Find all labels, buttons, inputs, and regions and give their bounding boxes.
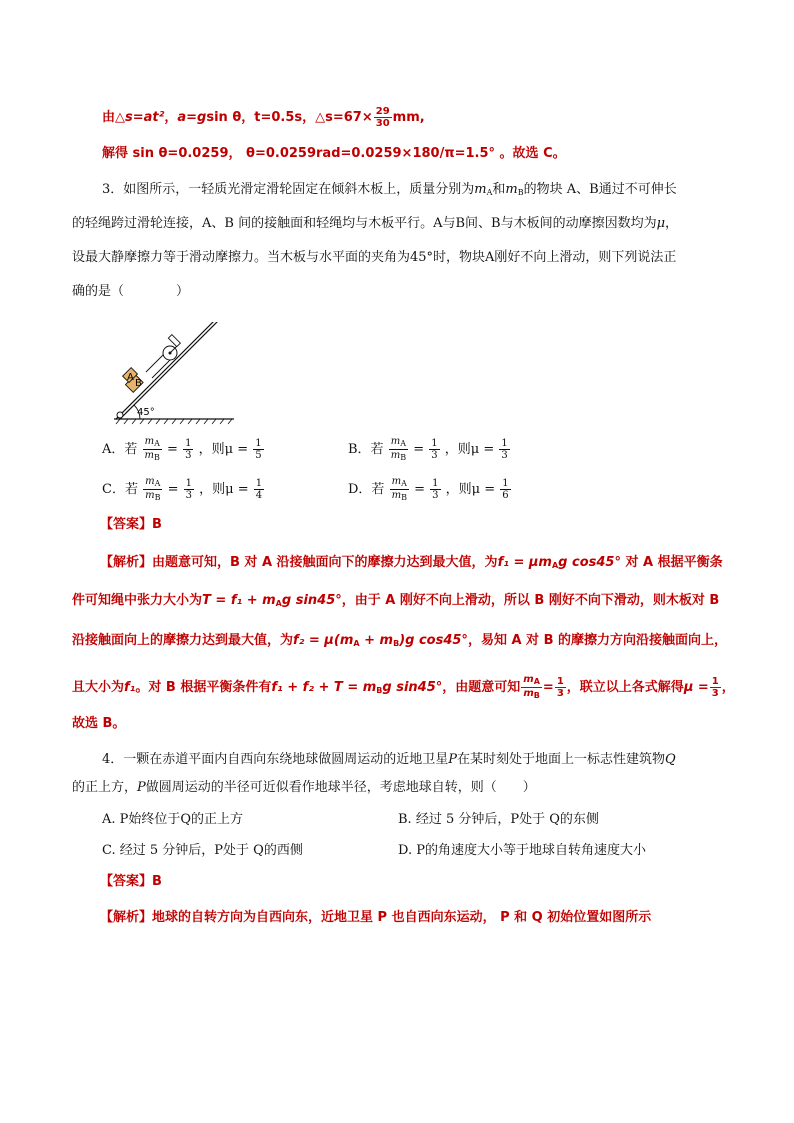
text: 和: [492, 182, 506, 197]
var: μ: [656, 216, 666, 231]
mu-value: [500, 478, 510, 501]
then: ，则μ =: [198, 442, 249, 457]
text: ，: [721, 680, 735, 695]
prev-solution-line1: [102, 106, 425, 129]
den: 3: [185, 450, 192, 461]
text: a=g: [177, 110, 207, 125]
sub: B: [400, 453, 407, 462]
text: 。对 B 根据平衡条件有: [135, 680, 272, 695]
sub: B: [533, 691, 540, 700]
text: 由△: [102, 110, 125, 125]
q3-analysis-line1: [100, 553, 723, 576]
q4-option-d[interactable]: D. P的角速度大小等于地球自转角速度大小: [398, 843, 646, 858]
den: 3: [711, 688, 719, 699]
den: 3: [431, 450, 438, 461]
num: 1: [185, 438, 192, 449]
pulley-mount: [168, 335, 180, 347]
sub: B: [154, 493, 161, 502]
q3-option-a[interactable]: [102, 436, 265, 463]
m: m: [523, 674, 534, 685]
den: 3: [501, 450, 508, 461]
var: m: [474, 182, 487, 197]
mass-ratio: [390, 476, 409, 503]
eq: + m: [359, 633, 394, 648]
eq: g sin45°: [382, 680, 443, 695]
sub: A: [486, 188, 493, 197]
var: Q: [665, 752, 676, 767]
q3-analysis-line2: [72, 591, 719, 614]
q3-stem-line2: [72, 214, 678, 234]
eq: =: [414, 482, 425, 497]
num: 1: [431, 438, 438, 449]
q3-analysis-line3: [72, 631, 727, 654]
eq: f₂ = μ(m: [293, 633, 354, 648]
mu-value: [254, 478, 264, 501]
text: 且大小为: [72, 680, 125, 695]
text: 的轻绳跨过滑轮连接，A、B 间的接触面和轻绳均与木板平行。A与B间、B与木板间的动摩擦因数均为: [72, 216, 657, 231]
den: 4: [255, 490, 263, 501]
option-letter: B．若: [348, 442, 384, 457]
sub: A: [154, 479, 161, 488]
sub: B: [401, 493, 407, 502]
incline-diagram: [110, 322, 240, 426]
sub: B: [517, 188, 524, 197]
text: ，: [665, 216, 679, 231]
text: s: [125, 110, 133, 125]
text: ，: [164, 110, 178, 125]
sub: B: [393, 639, 400, 648]
m: m: [144, 436, 155, 447]
mu-value: [253, 438, 263, 461]
q4-option-a[interactable]: A. P始终位于Q的正上方: [102, 812, 244, 827]
sub: A: [533, 677, 540, 686]
q4-stem-line2: [72, 778, 536, 798]
num: 1: [432, 478, 439, 489]
eq: =: [413, 442, 425, 457]
eq: f₁ + f₂ + T = m: [271, 680, 377, 695]
num: 1: [502, 478, 509, 489]
text: at²: [143, 110, 165, 125]
sub: A: [154, 439, 160, 448]
q3-stem-line4: 确的是（ ）: [72, 284, 190, 299]
eq: =: [167, 482, 179, 497]
option-letter: C．若: [102, 482, 138, 497]
fraction: [555, 676, 566, 699]
option-letter: D．若: [348, 482, 385, 497]
num: 1: [255, 438, 262, 449]
num: 1: [711, 676, 719, 687]
q3-option-d[interactable]: [348, 476, 512, 503]
mass-ratio: [143, 436, 162, 463]
m: m: [144, 450, 155, 461]
ground-hatch: [116, 419, 232, 424]
label-a: A: [127, 372, 134, 383]
q4-option-c[interactable]: C. 经过 5 分钟后，P处于 Q的西侧: [102, 843, 303, 858]
eq: μ =: [683, 680, 709, 695]
text: =: [132, 110, 144, 125]
m: m: [391, 490, 402, 501]
text: 3．如图所示，一轻质光滑定滑轮固定在倾斜木板上，质量分别为: [102, 182, 475, 197]
den: 3: [185, 490, 193, 501]
den: 3: [556, 688, 564, 699]
prev-solution-line2: 解得 sin θ=0.0259， θ=0.0259rad=0.0259×180/π=1.5° 。故选 C。: [102, 146, 566, 161]
fraction: [710, 676, 721, 699]
then: ，则μ =: [199, 482, 249, 497]
sub: B: [154, 453, 160, 462]
then: ，则μ =: [445, 482, 496, 497]
text: 的正上方，: [72, 780, 138, 795]
eq: =: [542, 680, 554, 695]
sub: A: [275, 599, 282, 608]
q3-answer: 【答案】B: [100, 517, 162, 532]
eq: T = f₁ + m: [202, 593, 276, 608]
den: 3: [432, 490, 439, 501]
den: 6: [502, 490, 509, 501]
m: m: [391, 476, 402, 487]
text: 的物块 A、B通过不可伸长: [523, 182, 677, 197]
text: 件可知绳中张力大小为: [72, 593, 203, 608]
option-letter: A．若: [102, 442, 138, 457]
ratio-value: [430, 478, 440, 501]
fraction: [374, 106, 392, 129]
ratio-value: [183, 438, 193, 461]
fraction: [521, 674, 542, 701]
text: ，由于 A 刚好不向上滑动，所以 B 刚好不向下滑动，则木板对 B: [341, 593, 720, 608]
q4-stem-line1: [102, 750, 676, 770]
var: P: [448, 752, 458, 767]
text: mm,: [392, 110, 425, 125]
q3-analysis-line4: [72, 674, 735, 701]
eq: g sin45°: [281, 593, 342, 608]
frac-num: 29: [375, 106, 390, 117]
eq: f₁: [124, 680, 136, 695]
mass-ratio: [143, 476, 162, 503]
text: ，易知 A 对 B 的摩擦力方向沿接触面向上，: [467, 633, 728, 648]
num: 1: [255, 478, 263, 489]
q3-stem-line1: [102, 180, 677, 203]
eq: )g cos45°: [399, 633, 468, 648]
ratio-value: [429, 438, 439, 461]
num: 1: [501, 438, 508, 449]
incline-figure: [110, 322, 240, 426]
sub: B: [376, 686, 383, 695]
den: 5: [255, 450, 262, 461]
text: ，联立以上各式解得: [566, 680, 684, 695]
then: ，则μ =: [444, 442, 495, 457]
q3-option-b[interactable]: [348, 436, 511, 463]
m: m: [145, 476, 155, 487]
q3-option-c[interactable]: [102, 476, 265, 503]
var: m: [505, 182, 518, 197]
text: 【解析】由题意可知，B 对 A 沿接触面向下的摩擦力达到最大值，为: [100, 555, 498, 570]
angle-label: 45°: [137, 407, 155, 418]
num: 1: [185, 478, 193, 489]
eq: =: [167, 442, 178, 457]
eq: f₁ = μm: [497, 555, 552, 570]
text: 4．一颗在赤道平面内自西向东绕地球做圆周运动的近地卫星: [102, 752, 449, 767]
m: m: [390, 450, 401, 461]
hinge-icon: [117, 412, 123, 418]
var: P: [137, 780, 146, 795]
sub: A: [353, 639, 360, 648]
eq: g cos45°: [558, 555, 621, 570]
m: m: [523, 688, 534, 699]
m: m: [390, 436, 401, 447]
ratio-value: [184, 478, 194, 501]
label-b: B: [135, 378, 142, 389]
q4-option-b[interactable]: B. 经过 5 分钟后，P处于 Q的东侧: [398, 812, 599, 827]
q3-stem-line3: 设最大静摩擦力等于滑动摩擦力。当木板与水平面的夹角为45°时，物块A刚好不向上滑动，则下列说法正: [72, 250, 677, 265]
sub: A: [400, 439, 407, 448]
frac-den: 30: [375, 118, 390, 129]
q4-answer: 【答案】B: [100, 874, 162, 889]
text: 做圆周运动的半径可近似看作地球半径，考虑地球自转，则（ ）: [145, 780, 536, 795]
text: ，由题意可知: [442, 680, 521, 695]
q4-analysis: 【解析】地球的自转方向为自西向东，近地卫星 P 也自西向东运动， P 和 Q 初始位置如图所示: [100, 910, 652, 925]
sub: A: [551, 561, 559, 570]
sub: A: [401, 479, 407, 488]
m: m: [145, 490, 155, 501]
mass-ratio: [389, 436, 408, 463]
num: 1: [556, 676, 564, 687]
text: 沿接触面向上的摩擦力达到最大值，为: [72, 633, 294, 648]
mu-value: [499, 438, 509, 461]
text: sin θ，t=0.5s，△s=67×: [206, 110, 373, 125]
q3-analysis-line5: 故选 B。: [72, 716, 126, 731]
text: 对 A 根据平衡条: [620, 555, 723, 570]
text: 在某时刻处于地面上一标志性建筑物: [457, 752, 666, 767]
